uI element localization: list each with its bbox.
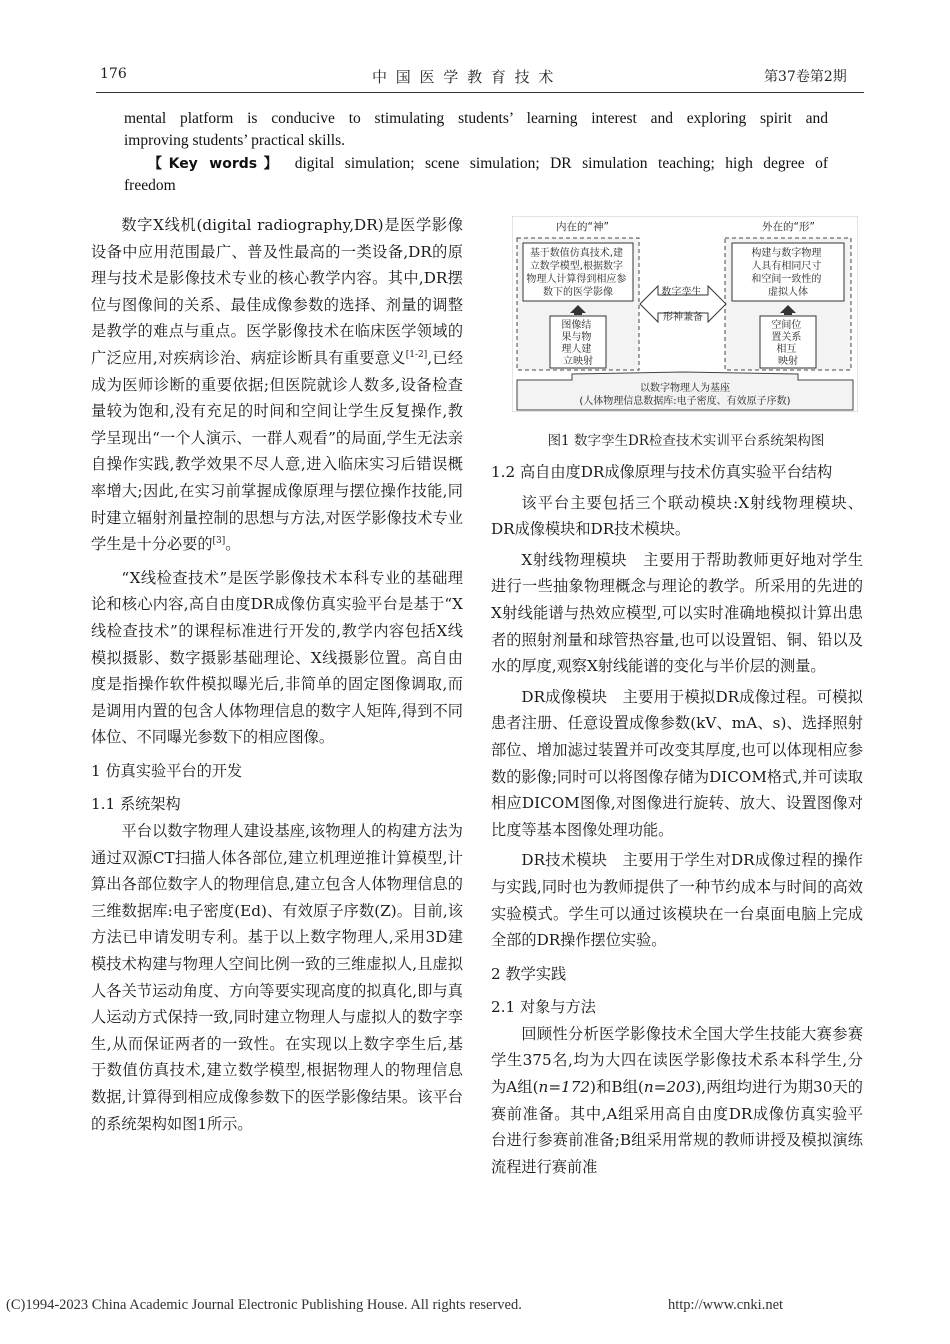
architecture-diagram: [512, 216, 858, 412]
paragraph-text: ,已经成为医师诊断的重要依据;但医院就诊人数多,设备检查量较为饱和,没有充足的时间和空间让学生反复操作,教学呈现出“一个人演示、一群人观看”的局面,学生无法亲自操作实践,教学效果不尽人意,进入临床实习后错误概率增大;因此,在实习前掌握成像原理与摆位操作技能,同时建立辐射剂量控制的思想与方法,对医学影像技术专业学生是十分必要的: [91, 348, 464, 554]
left-box-text: 基于数值仿真技术,建 立数学模型,根据数字 物理人计算得到相应参 数下的医学影像: [526, 248, 627, 298]
paragraph-text: 回顾性分析医学影像技术全国大学生技能大赛参赛学生375名,均为大四在读医学影像技术系本科学生,分为A组(: [491, 1024, 863, 1097]
abstract-text: [124, 108, 828, 152]
keywords-label: 【Key words】: [148, 156, 285, 172]
subsection-heading: 2.1 对象与方法: [491, 998, 596, 1017]
issue-label: 第37卷第2期: [764, 69, 847, 85]
paragraph-text: 。: [225, 535, 241, 554]
subsection-heading: 1.1 系统架构: [91, 795, 181, 814]
subsection-heading: 1.2 高自由度DR成像原理与技术仿真实验平台结构: [491, 463, 833, 481]
paragraph-xray-module: [491, 547, 863, 680]
citation[interactable]: [1-2]: [405, 349, 428, 360]
keywords: [124, 153, 828, 197]
module-text: 主要用于帮助教师更好地对学生进行一些抽象物理概念与理论的教学。所采用的先进的X射线能谱与热效应模型,可以实时准确地模拟计算出患者的照射剂量和球管热容量,也可以设置铝、铜、铅以及水的厚度,观察X射线能谱的变化与半价层的测量。: [491, 550, 864, 676]
copyright-footer: (C)1994-2023 China Academic Journal Electronic Publishing House. All rights reserved.: [6, 1297, 522, 1313]
right-box-text: 构建与数字物理 人具有相同尺寸 和空间一致性的 虚拟人体: [751, 248, 822, 298]
paragraph-intro: [91, 212, 463, 558]
group-b-n: n=203: [643, 1078, 696, 1097]
paragraph-course: “X线检查技术”是医学影像技术本科专业的基础理论和核心内容,高自由度DR成像仿真实验平台是基于“X线检查技术”的课程标准进行开发的,教学内容包括X线模拟摄影、数字摄影基础理论、X线摄影位置。高自由度是指操作软件模拟曝光后,非简单的固定图像调取,而是调用内置的包含人体物理信息的数字人矩阵,得到不同体位、不同曝光参数下的相应图像。: [91, 568, 463, 747]
page-number: 176: [100, 66, 127, 82]
figure-caption: 图1 数字孪生DR检查技术实训平台系统架构图: [547, 433, 825, 449]
abstract-line: mental platform is conducive to stimulating students’ learning interest and exploring spirit and: [124, 110, 828, 127]
paragraph-dr-tech-module: [491, 847, 863, 953]
left-sub-text: 图像结 果与物 理人建 立映射: [561, 320, 593, 367]
paragraph-dr-imaging-module: [491, 684, 863, 844]
paragraph-text: )和B组(: [590, 1078, 644, 1097]
section-heading: 1 仿真实验平台的开发: [91, 761, 243, 780]
base-subtitle: (人体物理信息数据库:电子密度、有效原子序数): [579, 396, 791, 407]
module-text: 主要用于学生对DR成像过程的操作与实践,同时也为教师提供了一种节约成本与时间的高效实验模式。学生可以通过该模块在一台桌面电脑上完成全部的DR操作摆位实验。: [491, 851, 863, 950]
section-heading: 2 教学实践: [491, 964, 567, 983]
paragraph-modules: 该平台主要包括三个联动模块:X射线物理模块、DR成像模块和DR技术模块。: [491, 493, 863, 539]
right-title: 外在的“形”: [762, 221, 815, 233]
keywords-line-2: freedom: [124, 177, 176, 194]
cnki-url[interactable]: http://www.cnki.net: [668, 1297, 784, 1313]
header-rule: [96, 92, 864, 93]
group-a-n: n=172: [538, 1078, 591, 1097]
right-column: [491, 459, 863, 1180]
left-title: 内在的“神”: [556, 221, 609, 233]
keywords-line: [124, 153, 828, 175]
module-label: DR技术模块: [521, 851, 608, 870]
paragraph-architecture: 平台以数字物理人建设基座,该物理人的构建方法为通过双源CT扫描人体各部位,建立机理逆推计算模型,计算出各部位数字人的物理信息,建立包含人体物理信息的三维数据库:电子密度(Ed)、有效原子序数(Z)。目前,该方法已申请发明专利。基于以上数字物理人,采用3D建模技术构建与物理人空间比例一致的三维虚拟人,且虚拟人各关节运动角度、方向等要实现高度的拟真化,即与真人运动方式保持一致,同时建立物理人与虚拟人的数字孪生,从而保证两者的一致性。在实现以上数字孪生后,基于数值仿真技术,建立数学模型,根据物理人的物理信息数据,计算得到相应成像参数下的医学影像结果。该平台的系统架构如图1所示。: [91, 822, 463, 1133]
left-column: [91, 212, 463, 1137]
journal-title: 中 国 医 学 教 育 技 术: [372, 68, 556, 86]
module-text: 主要用于模拟DR成像过程。可模拟患者注册、任意设置成像参数(kV、mA、s)、选择照射部位、增加滤过装置并可改变其厚度,也可以体现相应参数的影像;同时可以将图像存储为DICOM格式,并可读取相应DICOM图像,对图像进行旋转、放大、设置图像对比度等基本图像处理功能。: [491, 687, 863, 839]
citation[interactable]: [3]: [212, 536, 226, 547]
keywords-text: digital simulation; scene simulation; DR simulation teaching; high degree of: [294, 155, 828, 172]
base-title: 以数字物理人为基座: [640, 383, 730, 394]
module-label: DR成像模块: [521, 687, 608, 706]
center-text: 数字孪生 形神兼备: [661, 287, 703, 323]
paragraph-text: ),两组均进行为期30天的赛前准备。其中,A组采用高自由度DR成像仿真实验平台进行参赛前准备;B组采用常规的教师讲授及模拟演练流程进行赛前准: [491, 1078, 863, 1176]
module-label: X射线物理模块: [521, 550, 628, 569]
abstract-line: improving students’ practical skills.: [124, 132, 345, 149]
right-sub-text: 空间位 置关系 相互 映射: [771, 320, 802, 367]
paragraph-subjects: [491, 1021, 863, 1181]
paragraph-text: 数字X线机(digital radiography,DR)是医学影像设备中应用范围最广、普及性最高的一类设备,DR的原理与技术是影像技术专业的核心教学内容。其中,DR摆位与图像间的关系、最佳成像参数的选择、剂量的调整是教学的难点与重点。医学影像技术在临床医学领域的广泛应用,对疾病诊治、病症诊断具有重要意义: [91, 216, 463, 367]
